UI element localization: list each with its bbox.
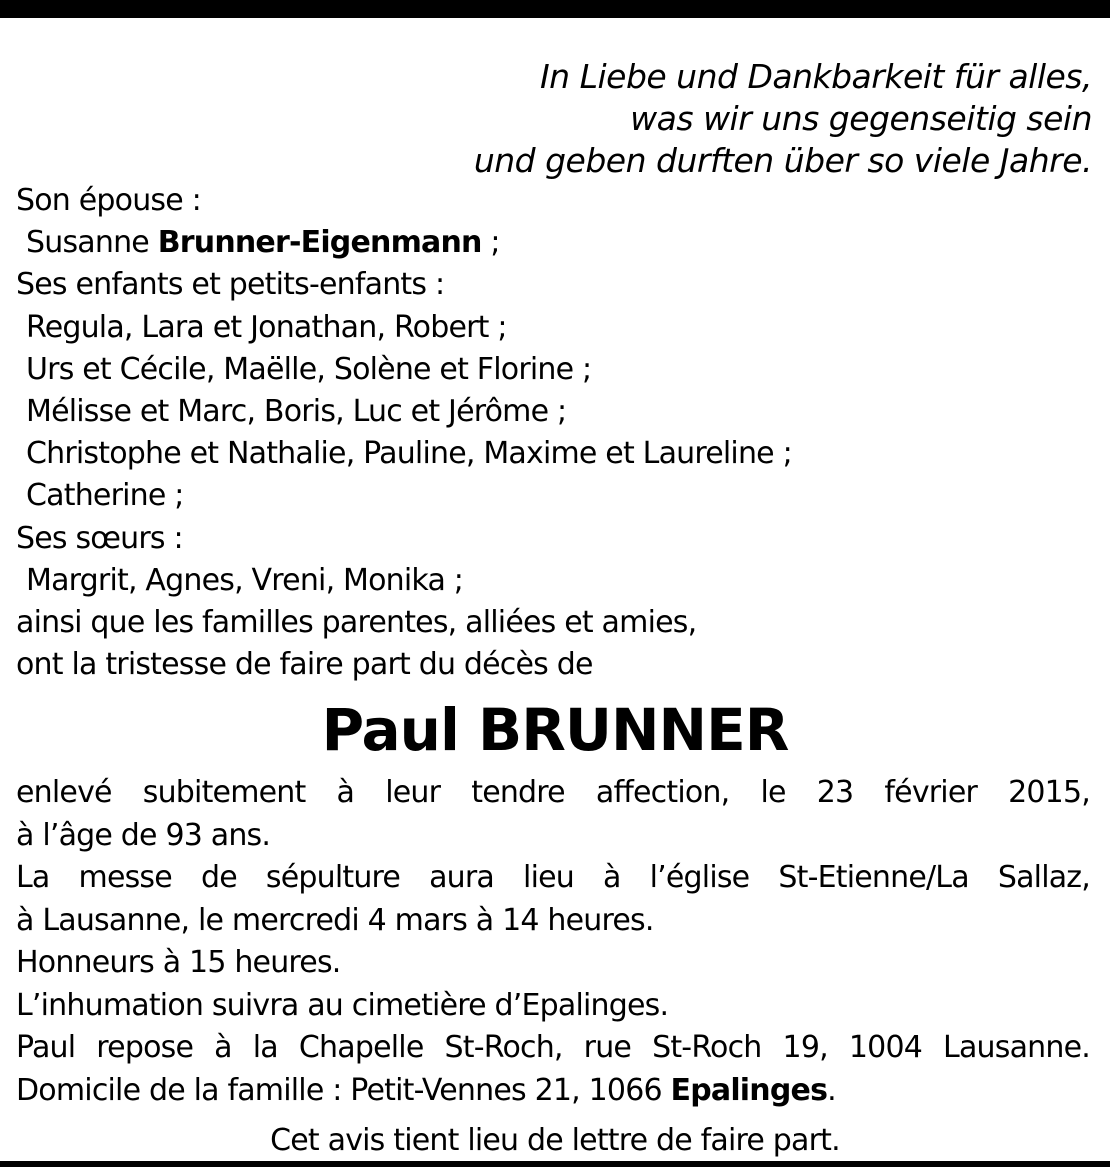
children-line-4: Christophe et Nathalie, Pauline, Maxime et Laureline ; — [26, 436, 792, 472]
mass-line-2: à Lausanne, le mercredi 4 mars à 14 heures. — [16, 902, 654, 938]
mass-line-1: La messe de sépulture aura lieu à l’église St-Etienne/La Sallaz, — [16, 860, 1090, 895]
spouse-surname: Brunner-Eigenmann — [157, 225, 482, 261]
children-line-2: Urs et Cécile, Maëlle, Solène et Florine ; — [26, 351, 592, 387]
funeral-details — [16, 772, 1090, 1112]
rests-line: Paul repose à la Chapelle St-Roch, rue St-Roch 19, 1004 Lausanne. — [16, 1030, 1090, 1065]
domicile-line — [16, 1070, 1090, 1113]
motto-line-2: was wir uns gegenseitig sein — [630, 99, 1092, 138]
spouse-line — [16, 222, 1090, 264]
announcement-line: ont la tristesse de faire part du décès de — [16, 647, 593, 683]
families-line: ainsi que les familles parentes, alliées et amies, — [16, 604, 697, 640]
domicile-prefix: Domicile de la famille : Petit-Vennes 21, 1066 — [16, 1072, 671, 1108]
mourners-list — [16, 180, 1090, 686]
spouse-suffix: ; — [481, 225, 500, 261]
children-heading: Ses enfants et petits-enfants : — [16, 267, 445, 303]
honours-line: Honneurs à 15 heures. — [16, 945, 341, 980]
bottom-border-rule — [0, 1161, 1110, 1167]
death-line-2: à l’âge de 93 ans. — [16, 817, 271, 853]
death-line-1: enlevé subitement à leur tendre affection, le 23 février 2015, — [16, 775, 1090, 810]
children-line-5: Catherine ; — [26, 478, 184, 514]
sisters-heading: Ses sœurs : — [16, 520, 183, 556]
deceased-name: Paul BRUNNER — [321, 696, 789, 764]
domicile-suffix: . — [827, 1072, 836, 1108]
spouse-heading: Son épouse : — [16, 183, 201, 218]
burial-line: L’inhumation suivra au cimetière d’Epalinges. — [16, 987, 669, 1023]
motto-line-1: In Liebe und Dankbarkeit für alles, — [539, 57, 1092, 96]
children-line-1: Regula, Lara et Jonathan, Robert ; — [26, 309, 507, 345]
motto-line-3: und geben durften über so viele Jahre. — [473, 141, 1092, 180]
domicile-town: Epalinges — [670, 1072, 828, 1108]
closing-note: Cet avis tient lieu de lettre de faire part. — [270, 1123, 840, 1158]
top-border-rule — [0, 0, 1110, 18]
motto-verse — [474, 56, 1092, 182]
children-line-3: Mélisse et Marc, Boris, Luc et Jérôme ; — [26, 393, 567, 429]
sisters-names: Margrit, Agnes, Vreni, Monika ; — [26, 562, 464, 598]
spouse-first-name: Susanne — [26, 225, 158, 261]
